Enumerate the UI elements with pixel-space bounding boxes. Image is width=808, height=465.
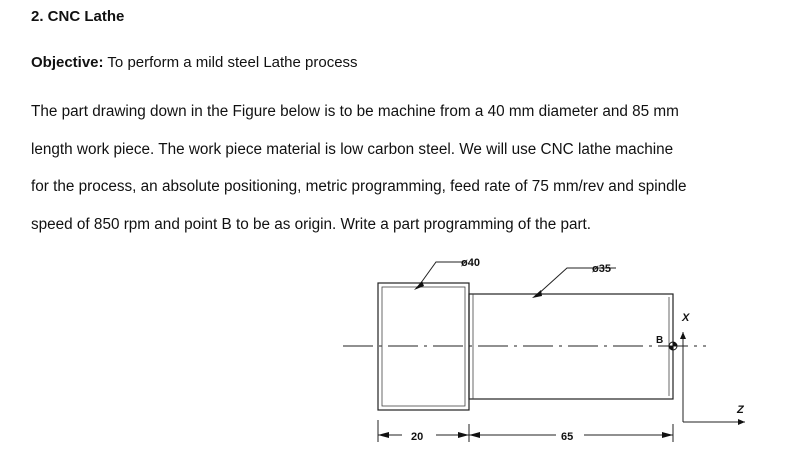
paragraph-line-2: length work piece. The work piece material is low carbon steel. We will use CNC lathe machine (31, 140, 674, 158)
objective-label: Objective: (31, 54, 104, 71)
dim-left-label: 20 (411, 431, 424, 443)
dia-small-label: ø35 (592, 263, 611, 275)
dim-arrow-left (378, 432, 389, 438)
axis-z-label: Z (737, 404, 744, 416)
paragraph-line-1: The part drawing down in the Figure below is to be machine from a 40 mm diameter and 85 mm (31, 103, 679, 120)
dim-arrow-mid-left (458, 432, 469, 438)
dim-arrow-right (662, 432, 673, 438)
point-b-label: B (656, 335, 664, 346)
dia-large-leader-tip (414, 281, 424, 290)
dim-arrow-mid-right (469, 432, 480, 438)
dim-right-label: 65 (561, 431, 574, 443)
dia-large-label: ø40 (461, 257, 480, 269)
axis-x-label: X (682, 312, 690, 324)
paragraph-line-4: speed of 850 rpm and point B to be as origin. Write a part programming of the part. (31, 215, 592, 233)
objective-text: To perform a mild steel Lathe process (103, 54, 358, 71)
section-heading: 2. CNC Lathe (31, 8, 125, 25)
paragraph-line-3: for the process, an absolute positioning, metric programming, feed rate of 75 mm/rev and spindle (31, 178, 687, 195)
